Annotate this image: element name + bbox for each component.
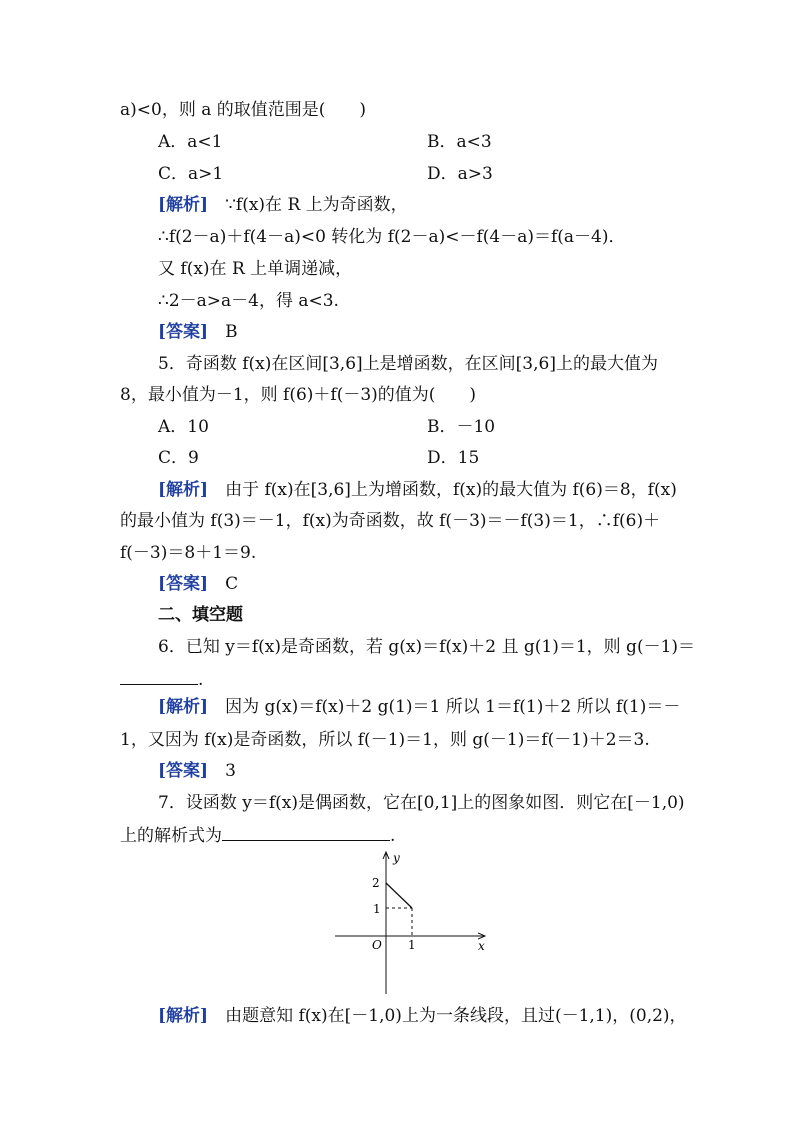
q5-option-a: A．10 [158, 417, 209, 437]
y-tick-label-2: 2 [372, 876, 380, 890]
q5-option-b: B．－10 [427, 417, 496, 437]
q4-answer: B [225, 322, 238, 342]
origin-label: O [372, 938, 382, 952]
q6-stem-end: . [198, 670, 204, 690]
q4-analysis-text-1: ∵f(x)在 R 上为奇函数， [225, 195, 408, 215]
x-tick-label-1: 1 [408, 938, 416, 952]
q6-analysis-line-1 [158, 697, 680, 717]
q7-stem-line-2 [120, 824, 395, 846]
q4-analysis-line-1 [158, 195, 408, 215]
q4-option-d: D．a>3 [427, 164, 493, 184]
q5-analysis-line-3: f(－3)＝8＋1＝9. [120, 543, 257, 563]
q4-option-b: B．a<3 [427, 132, 492, 152]
q4-answer-line [158, 322, 238, 342]
q5-answer: C [225, 574, 239, 594]
x-axis-label: x [478, 939, 485, 953]
q4-stem: a)<0，则 a 的取值范围是( ) [120, 100, 367, 120]
q4-option-a: A．a<1 [158, 132, 223, 152]
q6-blank-line [120, 668, 203, 690]
answer-tag: [答案] [158, 322, 209, 342]
analysis-tag: [解析] [158, 480, 209, 500]
q7-analysis-line-1 [158, 1006, 687, 1026]
q5-analysis-line-2: 的最小值为 f(3)＝－1，f(x)为奇函数，故 f(－3)＝－f(3)＝1，∴f(6)＋ [120, 511, 661, 531]
q5-stem-line-1: 5．奇函数 f(x)在区间[3,6]上是增函数，在区间[3,6]上的最大值为 [158, 354, 658, 374]
analysis-tag: [解析] [158, 195, 209, 215]
function-graph-figure [330, 846, 495, 996]
q5-analysis-line-1 [158, 480, 677, 500]
y-axis-label: y [393, 851, 400, 865]
analysis-tag: [解析] [158, 1006, 209, 1026]
q5-option-d: D．15 [427, 448, 480, 468]
q6-answer-blank [120, 668, 198, 685]
q5-analysis-text-1: 由于 f(x)在[3,6]上为增函数，f(x)的最大值为 f(6)＝8，f(x) [225, 480, 677, 500]
q6-answer: 3 [225, 761, 236, 781]
q6-analysis-text-1: 因为 g(x)＝f(x)＋2 g(1)＝1 所以 1＝f(1)＋2 所以 f(1)＝－ [225, 697, 681, 717]
q4-option-c: C．a>1 [158, 164, 224, 184]
q6-analysis-line-2: 1，又因为 f(x)是奇函数，所以 f(－1)＝1，则 g(－1)＝f(－1)＋2＝3. [120, 730, 650, 750]
answer-tag: [答案] [158, 574, 209, 594]
graph-segment [386, 883, 412, 908]
answer-tag: [答案] [158, 761, 209, 781]
q7-stem-line-1: 7．设函数 y＝f(x)是偶函数，它在[0,1]上的图象如图．则它在[－1,0) [158, 793, 685, 813]
q7-stem-text-2: 上的解析式为 [120, 826, 222, 846]
q5-answer-line [158, 574, 238, 594]
q7-stem-end: . [390, 826, 396, 846]
q4-analysis-line-3: 又 f(x)在 R 上单调递减， [158, 259, 353, 279]
q5-option-c: C．9 [158, 448, 199, 468]
q6-answer-line [158, 761, 236, 781]
q4-analysis-line-2: ∴f(2－a)＋f(4－a)<0 转化为 f(2－a)<－f(4－a)＝f(a－4)． [158, 227, 626, 247]
analysis-tag: [解析] [158, 697, 209, 717]
q7-analysis-text-1: 由题意知 f(x)在[－1,0)上为一条线段，且过(－1,1)，(0,2)， [225, 1006, 687, 1026]
q4-analysis-line-4: ∴2－a>a－4，得 a<3. [158, 291, 339, 311]
y-tick-label-1: 1 [373, 902, 381, 916]
section-title: 二、填空题 [158, 605, 243, 625]
q5-stem-line-2: 8，最小值为－1，则 f(6)＋f(－3)的值为( ) [120, 385, 477, 405]
q6-stem: 6．已知 y＝f(x)是奇函数，若 g(x)＝f(x)＋2 且 g(1)＝1，则 g(－1)＝ [158, 637, 696, 657]
q7-answer-blank [222, 824, 390, 841]
